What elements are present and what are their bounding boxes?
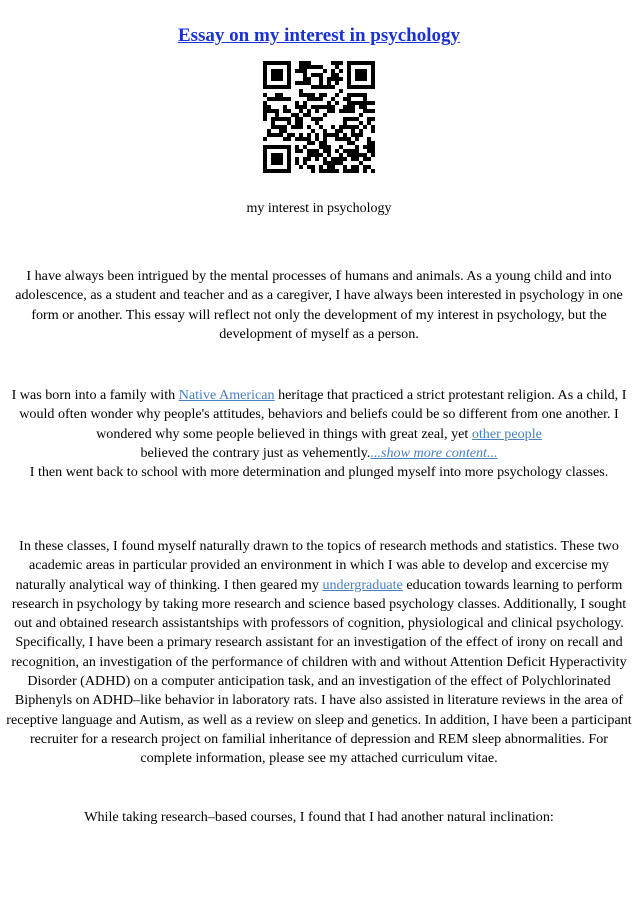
other-people-link[interactable]: other people [471,425,542,442]
paragraph-background [4,386,634,482]
text-run: believed the contrary just as vehemently. [140,444,371,461]
page-title [0,24,638,48]
page-subtitle: my interest in psychology [246,201,392,216]
paragraph-inclination: While taking research–based courses, I found that I had another natural inclination: [84,809,554,825]
paragraph-research [4,537,634,769]
text-run: I then went back to school with more determination and plunged myself into more psychology classes. [29,464,609,481]
undergraduate-link[interactable]: undergraduate [322,576,403,593]
show-more-link[interactable]: ...show more content... [370,444,498,461]
text-run: In these classes, I found myself naturally drawn to the topics of research methods and statistics. These two academic areas in particular provided an environment in which I was able to develop and excercise my naturally analytical way of thinking. I then geared my [15,538,619,593]
text-run: I was born into a family with [11,387,179,403]
qr-code-icon [263,61,375,173]
text-run: education towards learning to perform research in psychology by taking more research and science based psychology classes. Additionally, I sought out and obtained research assistantships with professors of cognition, physiological and clinical psychology. Specifically, I have been a primary research assistant for an investigation of the effect of irony on recall and recognition, an investigation of the performance of children with and without Attention Deficit Hyperactivity Disorder (ADHD) on a computer anticipation task, and an investigation of the effect of Polychlorinated Biphenyls on ADHD–like behavior in laboratory rats. I have also assisted in literature reviews in the area of receptive language and Autism, as well as a review on sleep and genetics. In addition, I have been a participant recruiter for a research project on familial inheritance of depression and REM sleep abnormalities. For complete information, please see my attached curriculum vitae. [6,576,632,767]
text-run: heritage that practiced a strict protestant religion. As a child, I would often wonder why people's attitudes, behaviors and beliefs could be so different from one another. I wondered why some people believed in things with great zeal, yet [19,387,627,442]
paragraph-intro: I have always been intrigued by the mental processes of humans and animals. As a young child and into adolescence, as a student and teacher and as a caregiver, I have always been interested in psychology in one form or another. This essay will reflect not only the development of my interest in psychology, but the development of myself as a person. [15,268,623,342]
native-american-link[interactable]: Native American [178,387,275,403]
title-link[interactable]: Essay on my interest in psychology [177,25,461,46]
